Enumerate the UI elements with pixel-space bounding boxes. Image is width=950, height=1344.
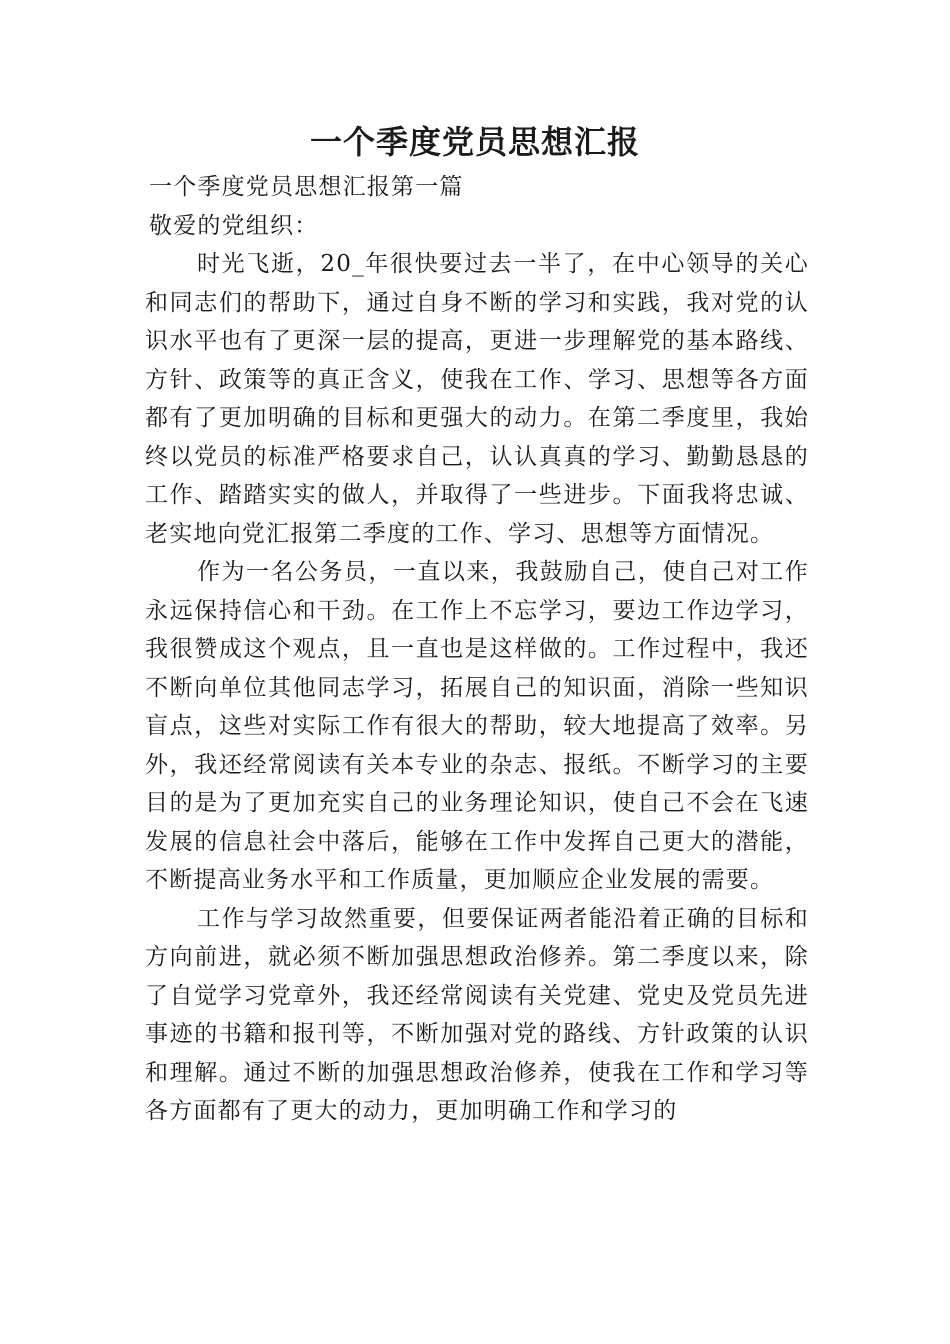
document-title: 一个季度党员思想汇报 bbox=[309, 123, 640, 161]
paragraph-3: 工作与学习故然重要，但要保证两者能沿着正确的目标和方向前进，就必须不断加强思想政治修养。第二季度以来，除了自觉学习党章外，我还经常阅读有关党建、党史及党员先进事迹的书籍和报刊等，不断加强对党的路线、方针政策的认识和理解。通过不断的加强思想政治修养，使我在工作和学习等各方面都有了更大的动力，更加明确工作和学习的 bbox=[145, 905, 809, 1124]
paragraph-2: 作为一名公务员，一直以来，我鼓励自己，使自己对工作永远保持信心和干劲。在工作上不忘学习，要边工作边学习，我很赞成这个观点，且一直也是这样做的。工作过程中，我还不断向单位其他同志学习，拓展自己的知识面，消除一些知识盲点，这些对实际工作有很大的帮助，较大地提高了效率。另外，我还经常阅读有关本专业的杂志、报纸。不断学习的主要目的是为了更加充实自己的业务理论知识，使自己不会在飞速发展的信息社会中落后，能够在工作中发挥自己更大的潜能，不断提高业务水平和工作质量，更加顺应企业发展的需要。 bbox=[145, 559, 809, 893]
document-subtitle: 一个季度党员思想汇报第一篇 bbox=[149, 174, 464, 200]
paragraph-1: 时光飞逝，20_年很快要过去一半了，在中心领导的关心和同志们的帮助下，通过自身不断的学习和实践，我对党的认识水平也有了更深一层的提高，更进一步理解党的基本路线、方针、政策等的真正含义，使我在工作、学习、思想等各方面都有了更加明确的目标和更强大的动力。在第二季度里，我始终以党员的标准严格要求自己，认认真真的学习、勤勤恳恳的工作、踏踏实实的做人，并取得了一些进步。下面我将忠诚、老实地向党汇报第二季度的工作、学习、思想等方面情况。 bbox=[145, 251, 809, 547]
salutation: 敬爱的党组织： bbox=[149, 212, 319, 239]
document-body bbox=[145, 168, 809, 1131]
